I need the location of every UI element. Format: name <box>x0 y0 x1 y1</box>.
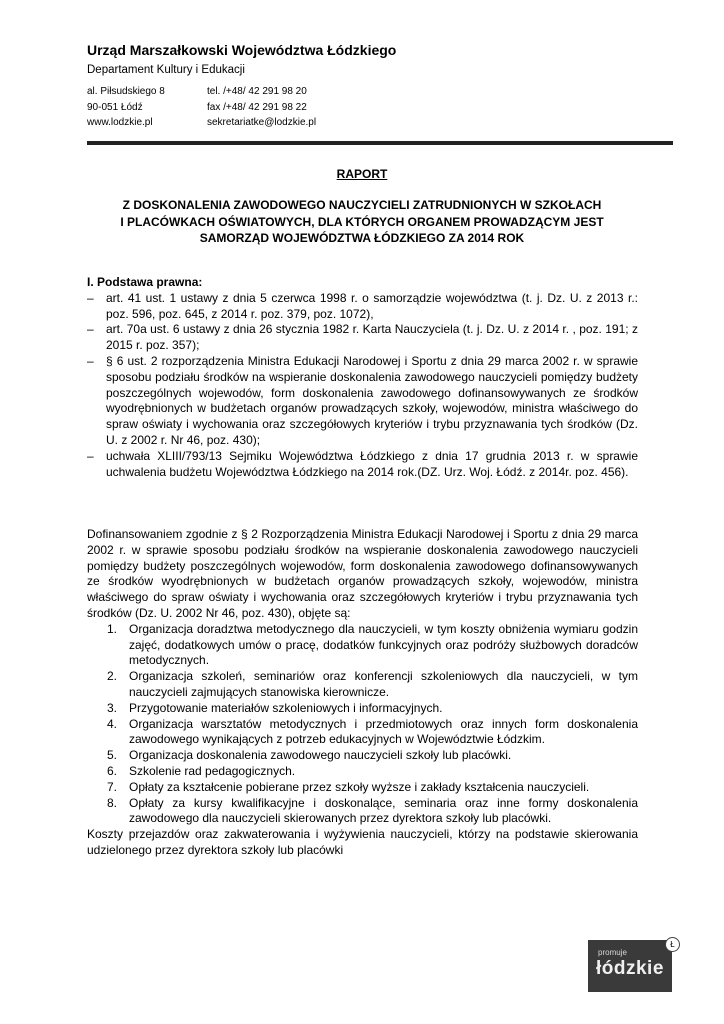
office-title: Urząd Marszałkowski Województwa Łódzkiego <box>87 42 397 58</box>
item-number: 4. <box>107 716 118 731</box>
list-item-text: art. 70a ust. 6 ustawy z dnia 26 stycznia 1982 r. Karta Nauczyciela (t. j. Dz. U. z 2014 r. , poz. 191; z 2015 r. poz. 357); <box>106 322 638 353</box>
item-number: 8. <box>107 795 118 810</box>
legal-basis-list <box>87 291 638 481</box>
list-item <box>87 717 638 749</box>
list-item <box>87 748 638 764</box>
legal-basis-section <box>87 275 638 480</box>
item-number: 1. <box>107 621 118 636</box>
dash-bullet: – <box>87 448 94 463</box>
dash-bullet: – <box>87 290 94 305</box>
address-block <box>87 84 165 131</box>
report-label: RAPORT <box>336 167 388 181</box>
contact-block <box>207 84 316 131</box>
contact-phone: tel. /+48/ 42 291 98 20 <box>207 86 307 97</box>
list-item-text: Opłaty za kształcenie pobierane przez szkoły wyższe i zakłady kształcenia nauczycieli. <box>129 779 590 794</box>
item-number: 6. <box>107 763 118 778</box>
item-number: 5. <box>107 748 118 763</box>
item-number: 2. <box>107 669 118 684</box>
section-heading: I. Podstawa prawna: <box>87 275 203 289</box>
address-postal: 90-051 Łódź <box>87 101 143 113</box>
address-website[interactable]: www.lodzkie.pl <box>87 117 153 128</box>
department-name: Departament Kultury i Edukacji <box>87 64 245 76</box>
list-item-text: Opłaty za kursy kwalifikacyjne i doskonalące, seminaria oraz inne formy doskonalenia zawodowego dla nauczycieli skierowanych przez dyrektora szkoły lub placówki. <box>129 795 638 826</box>
funding-section <box>87 527 638 859</box>
funding-closing: Koszty przejazdów oraz zakwaterowania i wyżywienia nauczycieli, którzy na podstawie skierowania udzielonego przez dyrektora szkoły lub placówki <box>87 827 638 857</box>
list-item-text: § 6 ust. 2 rozporządzenia Ministra Edukacji Narodowej i Sportu z dnia 29 marca 2002 r. w sprawie sposobu podziału środków na wspieranie doskonalenia zawodowego nauczycieli pomiędzy budżety poszczególnych wojewodów, form doskonalenia zawodowego dofinansowywanych ze środków wyodrębnionych w budżetach organów prowadzących szkoły, wojewodów, ministra właściwego do spraw oświaty i wychowania oraz szczegółowych kryteriów i trybu przyznawania tych środków (Dz. U. z 2002 r. Nr 46, poz. 430); <box>106 353 638 447</box>
list-item-text: Szkolenie rad pedagogicznych. <box>129 763 296 778</box>
list-item <box>87 669 638 701</box>
list-item <box>87 780 638 796</box>
item-number: 3. <box>107 700 118 715</box>
logo-tagline: promuje <box>598 948 627 957</box>
list-item <box>87 354 638 449</box>
list-item <box>87 291 638 323</box>
logo-wordmark: łódzkie <box>596 958 664 979</box>
contact-fax: fax /+48/ 42 291 98 22 <box>207 101 307 113</box>
list-item <box>87 764 638 780</box>
dash-bullet: – <box>87 322 94 337</box>
report-title-line: SAMORZĄD WOJEWÓDZTWA ŁÓDZKIEGO ZA 2014 ROK <box>199 231 525 245</box>
list-item-text: Organizacja doskonalenia zawodowego nauczycieli szkoły lub placówki. <box>129 748 512 763</box>
logo-mark-icon: Ł <box>665 937 680 952</box>
list-item <box>87 796 638 828</box>
dash-bullet: – <box>87 353 94 368</box>
funding-intro: Dofinansowaniem zgodnie z § 2 Rozporządzenia Ministra Edukacji Narodowej i Sportu z dnia 29 marca 2002 r. w sprawie sposobu podziału środków na wspieranie doskonalenia zawodowego nauczycieli pomiędzy budżety poszczególnych wojewodów, form doskonalenia zawodowego dofinansowywanych ze środków wyodrębnionych w budżetach organów prowadzących szkoły, wojewodów, ministra właściwego do spraw oświaty i wychowania oraz szczegółowych kryteriów i trybu przyznawania tych środków (Dz. U. 2002 Nr 46, poz. 430), objęte są: <box>87 527 638 620</box>
report-title-line: I PLACÓWKACH OŚWIATOWYCH, DLA KTÓRYCH ORGANEM PROWADZĄCYM JEST <box>120 214 604 229</box>
list-item <box>87 449 638 481</box>
list-item-text: art. 41 ust. 1 ustawy z dnia 5 czerwca 1998 r. o samorządzie województwa (t. j. Dz. U. z 2013 r.: poz. 596, poz. 645, z 2014 r. poz. 379, poz. 1072), <box>106 290 638 321</box>
report-title-line: Z DOSKONALENIA ZAWODOWEGO NAUCZYCIELI ZATRUDNIONYCH W SZKOŁACH <box>122 198 602 212</box>
lodzkie-logo <box>588 940 672 992</box>
funding-list <box>87 622 638 827</box>
contact-email[interactable]: sekretariatke@lodzkie.pl <box>207 117 317 128</box>
item-number: 7. <box>107 779 118 794</box>
list-item <box>87 622 638 669</box>
list-item-text: Przygotowanie materiałów szkoleniowych i informacyjnych. <box>129 700 443 715</box>
list-item-text: Organizacja warsztatów metodycznych i przedmiotowych oraz innych form doskonalenia zawodowego wynikających z potrzeb edukacyjnych w Województwie Łódzkim. <box>129 716 638 747</box>
address-street: al. Piłsudskiego 8 <box>87 86 165 97</box>
list-item-text: uchwała XLIII/793/13 Sejmiku Województwa Łódzkiego z dnia 17 grudnia 2013 r. w sprawie uchwalenia budżetu Województwa Łódzkiego na 2014 rok.(DZ. Urz. Woj. Łódź. z 2014r. poz. 456). <box>106 448 638 479</box>
header-divider <box>87 141 673 145</box>
list-item-text: Organizacja doradztwa metodycznego dla nauczycieli, w tym koszty obniżenia wymiaru godzin zajęć, dodatkowych umów o pracę, dodatków funkcyjnych oraz podróży służbowych doradców metodycznych. <box>129 621 638 668</box>
list-item <box>87 701 638 717</box>
list-item-text: Organizacja szkoleń, seminariów oraz konferencji szkoleniowych dla nauczycieli, w tym nauczycieli zajmujących stanowiska kierownicze. <box>129 669 638 699</box>
report-title <box>80 197 644 247</box>
list-item <box>87 322 638 354</box>
